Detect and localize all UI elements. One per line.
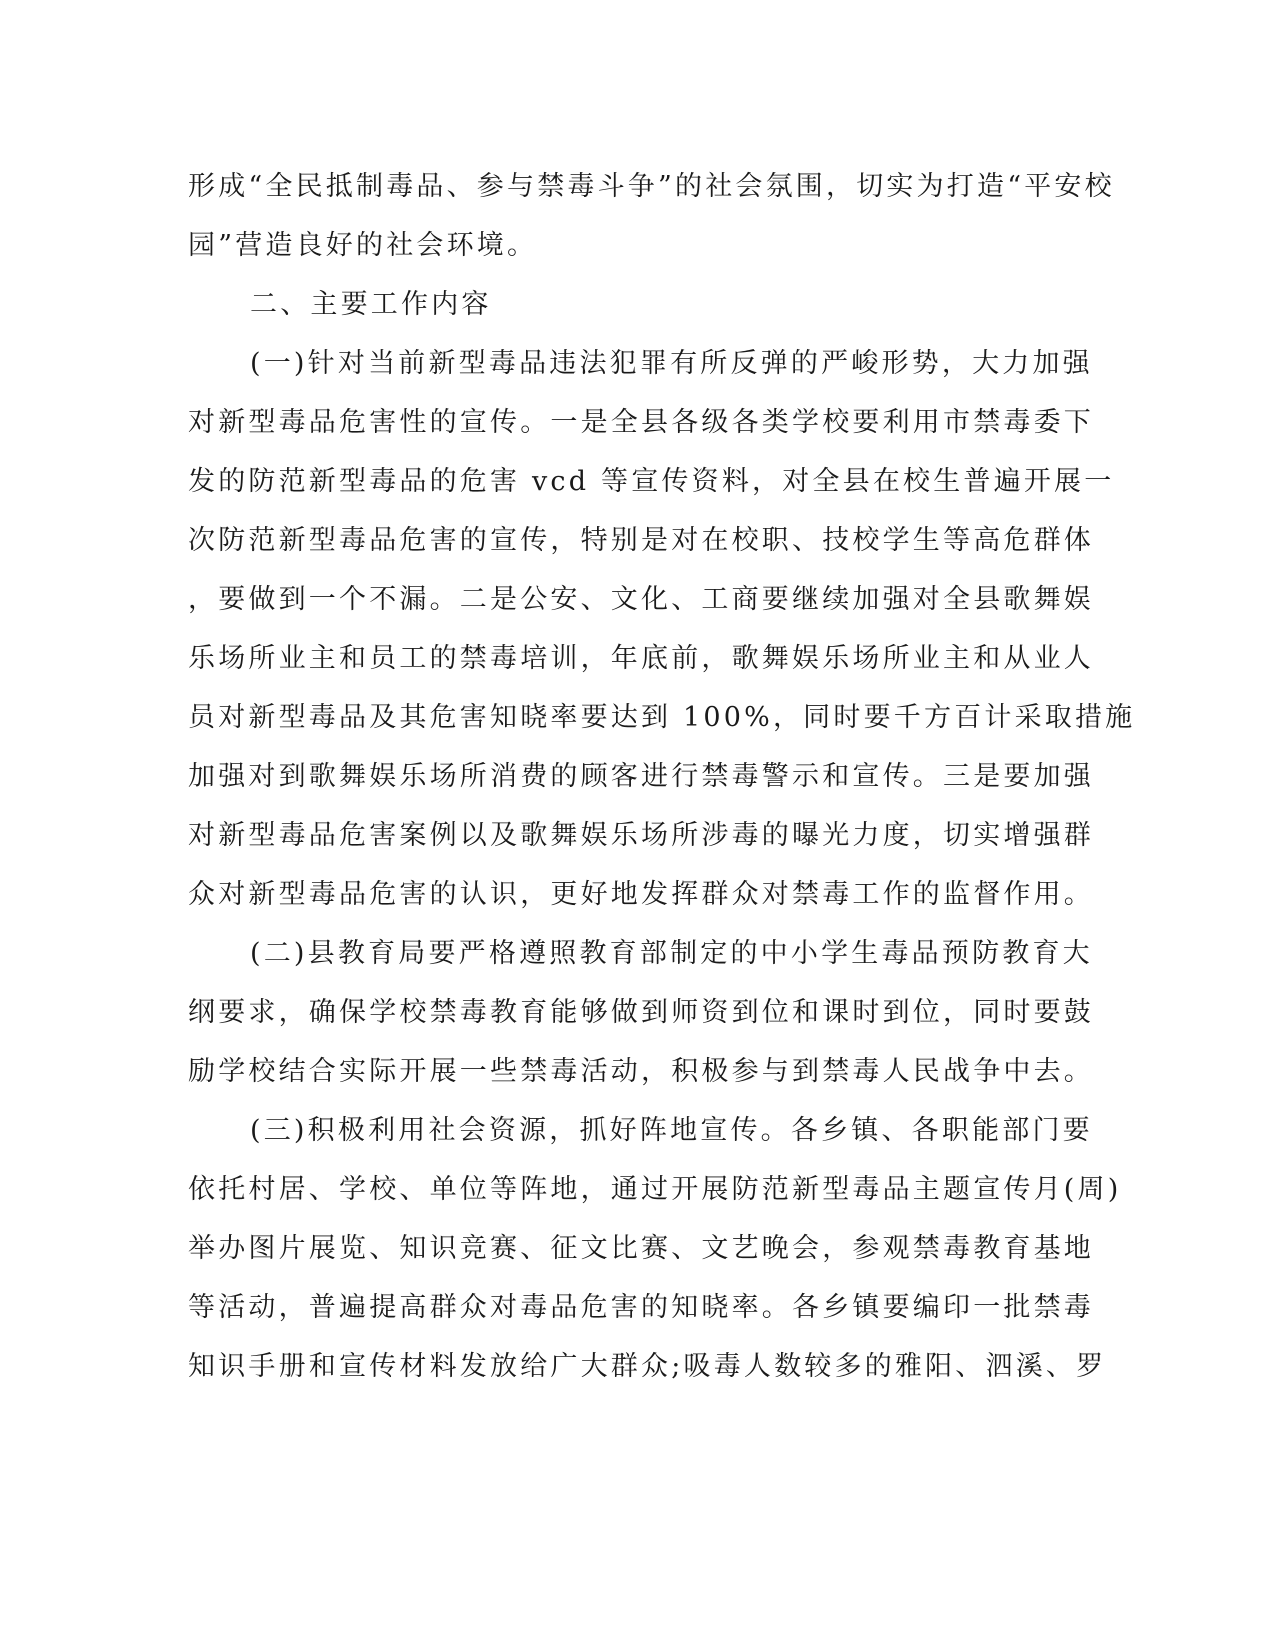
section-heading: 二、主要工作内容	[250, 289, 492, 320]
text-line-15: 纲要求，确保学校禁毒教育能够做到师资到位和课时到位，同时要鼓	[188, 997, 1094, 1028]
text-line-12: 对新型毒品危害案例以及歌舞娱乐场所涉毒的曝光力度，切实增强群	[188, 820, 1094, 851]
text-line-17: (三)积极利用社会资源，抓好阵地宣传。各乡镇、各职能部门要	[250, 1115, 1093, 1146]
text-line-9: 乐场所业主和员工的禁毒培训，年底前，歌舞娱乐场所业主和从业人	[188, 643, 1094, 674]
text-line-7: 次防范新型毒品危害的宣传，特别是对在校职、技校学生等高危群体	[188, 525, 1094, 556]
text-line-2: 园”营造良好的社会环境。	[188, 230, 538, 261]
text-line-16: 励学校结合实际开展一些禁毒活动，积极参与到禁毒人民战争中去。	[188, 1056, 1094, 1087]
text-line-19: 举办图片展览、知识竞赛、征文比赛、文艺晚会，参观禁毒教育基地	[188, 1233, 1094, 1264]
text-line-8: ，要做到一个不漏。二是公安、文化、工商要继续加强对全县歌舞娱	[188, 584, 1094, 615]
text-line-4: (一)针对当前新型毒品违法犯罪有所反弹的严峻形势，大力加强	[250, 348, 1093, 379]
text-line-18: 依托村居、学校、单位等阵地，通过开展防范新型毒品主题宣传月(周)	[188, 1174, 1122, 1205]
text-line-20: 等活动，普遍提高群众对毒品危害的知晓率。各乡镇要编印一批禁毒	[188, 1292, 1094, 1323]
text-line-21: 知识手册和宣传材料发放给广大群众;吸毒人数较多的雅阳、泗溪、罗	[188, 1351, 1107, 1382]
text-line-13: 众对新型毒品危害的认识，更好地发挥群众对禁毒工作的监督作用。	[188, 879, 1094, 910]
document-body	[188, 157, 1136, 1396]
text-line-6: 发的防范新型毒品的危害 vcd 等宣传资料，对全县在校生普遍开展一	[188, 466, 1115, 497]
text-line-14: (二)县教育局要严格遵照教育部制定的中小学生毒品预防教育大	[250, 938, 1093, 969]
text-line-5: 对新型毒品危害性的宣传。一是全县各级各类学校要利用市禁毒委下	[188, 407, 1094, 438]
text-line-1: 形成“全民抵制毒品、参与禁毒斗争”的社会氛围，切实为打造“平安校	[188, 171, 1115, 202]
text-line-11: 加强对到歌舞娱乐场所消费的顾客进行禁毒警示和宣传。三是要加强	[188, 761, 1094, 792]
text-line-10: 员对新型毒品及其危害知晓率要达到 100%，同时要千方百计采取措施	[188, 702, 1136, 733]
